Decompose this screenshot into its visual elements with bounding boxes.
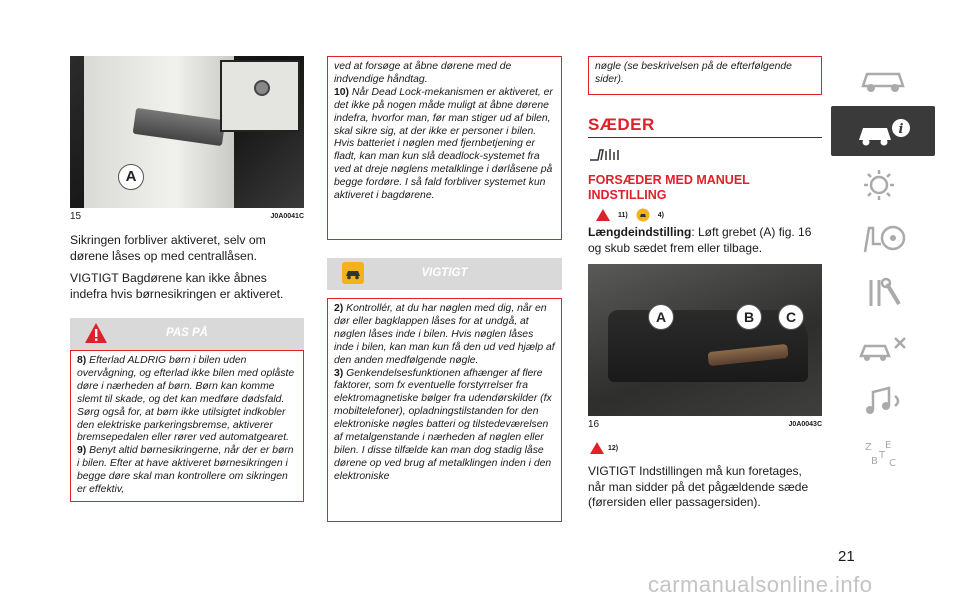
index-letter: T [879,450,886,461]
subsection-title: FORSÆDER MED MANUEL INDSTILLING [588,173,750,202]
warning-item: 9) Benyt altid børnesikringerne, når der er børn i bilen. Efter at have aktiveret børnesikringen i begge døre skal man kontrollere om sikringen er effektiv, [77,445,294,496]
adjustment-paragraph: Længdeindstilling: Løft grebet (A) fig. 16 og skub sædet frem eller tilbage. [588,225,812,255]
sidebar-tab-emergency[interactable] [831,322,935,372]
index-letter: C [889,458,896,469]
sidebar-tab-seat-steering[interactable] [831,214,935,264]
warning-triangle-icon [596,209,610,221]
reference-number: 12) [608,444,619,452]
column-1 [70,56,304,502]
figure-label-b: B [736,304,762,330]
figure-caption [588,419,822,432]
warning-item: 8) Efterlad ALDRIG børn i bilen uden overvågning, og efterlad ikke bilen med oplåste døre i nærheden af børn. Børn kan komme slemt til skade, og det kan medføre dødsfald. Sørg også for, at børn ikke utilsigtet indkobler den elektriske parkeringsbremse, aktiverer bremsepedalen eller rører ved automatgearet. [77,355,295,444]
warning-item: 10) Når Dead Lock-mekanismen er aktiveret, er det ikke på nogen måde muligt at åbne dørene indefra, hvorfor man, før man stiger ud af bilen, skal sikre sig, at der ikke er personer i bilen. Hvis batteriet i nøglen med fjernbetjening er fladt, kan man kun slå deadlock-systemet fra ved at dreje nøglens metalklinge i dørlåsene på begge fordøre. I så fald forbliver systemet kun aktiveret i bagdørene. [334,86,553,202]
warning-title: PAS PÅ [166,327,208,339]
wrench-tools-icon [855,274,911,312]
footer-watermark: carmanualsonline.info [648,572,873,597]
figure-number: 16 [588,419,600,430]
sidebar-tab-info[interactable] [831,106,935,156]
sidebar-tab-lights[interactable] [831,160,935,210]
sidebar-tab-index[interactable] [831,430,935,480]
seat-adjust-icon [588,146,622,162]
important-item: 2) Kontrollér, at du har nøglen med dig, når en dør eller bagklappen låses for at undgå, at nøglen låses inde i bilen. Hvis nøglen låses inde i bilen, kan man kun få den ud ved hjælp af den anden medfølgende nøgle. [334,303,555,366]
warning-header [70,318,304,350]
sidebar-tab-media[interactable] [831,376,935,426]
figure-label-a: A [648,304,674,330]
warning-box [70,350,304,502]
column-2 [327,56,562,522]
seat-steering-icon [855,220,911,258]
index-letter: E [885,440,892,451]
sidebar-tab-dashboard[interactable] [831,52,935,102]
important-header [327,258,562,290]
reference-marker [588,440,822,456]
figure-label-a: A [118,164,144,190]
seat-adjust-photo [588,264,822,416]
warning-continuation: ved at forsøge at åbne dørene med de indvendige håndtag. [334,61,512,85]
figure-label-c: C [778,304,804,330]
index-letter: B [871,456,878,467]
reference-markers [588,205,822,225]
alphabet-index-icon [855,436,911,474]
caution-circle-icon [636,208,650,222]
section-title: SÆDER [588,115,822,138]
important-box [327,298,562,522]
important-paragraph: VIGTIGT Indstillingen må kun foretages, når man sidder på det pågældende sæde (førersiden eller passagersiden). [588,464,809,509]
paragraph: Sikringen forbliver aktiveret, selv om dørene låses op med centrallåsen. [70,233,266,263]
sun-light-icon [855,166,911,204]
car-crash-icon [855,328,911,366]
figure-number: 15 [70,211,82,222]
body-text [70,232,304,302]
index-letter: Z [865,442,872,453]
figure-caption [70,211,304,224]
car-dashboard-icon [855,58,911,96]
warning-box-continued [327,56,562,240]
child-lock-inset [220,60,300,132]
column-3 [588,56,822,511]
child-lock-knob [254,80,270,96]
figure-code: J0A0041C [270,213,304,220]
reference-number: 4) [657,211,664,219]
warning-triangle-icon [590,442,604,454]
music-media-icon [855,382,911,420]
chapter-sidebar [831,52,935,484]
important-item: 3) Genkendelsesfunktionen afhænger af flere faktorer, som fx eventuelle forstyrrelser fra elektromagnetiske bølger fra udendørskilder (fx mobiltelefoner), opladningstilstanden for den elektroniske nøgles batteri og tilstedeværelsen af metalgenstande i nærheden af nøglen eller bilen. I disse tilfælde kan man dog stadig låse dørene op ved brug af metalklingen inden i den elektroniske [334,367,552,482]
paragraph: VIGTIGT Bagdørene kan ikke åbnes indefra hvis børnesikringen er aktiveret. [70,271,284,301]
figure-code: J0A0043C [788,421,822,428]
important-box-continued: nøgle (se beskrivelsen på de efterfølgende sider). [588,56,822,95]
reference-number: 11) [618,211,628,219]
important-title: VIGTIGT [421,267,468,279]
car-info-icon [855,112,911,150]
svg-text:i: i [898,122,904,137]
door-lock-photo [70,56,304,208]
page-number: 21 [838,548,855,565]
sidebar-tab-tools[interactable] [831,268,935,318]
